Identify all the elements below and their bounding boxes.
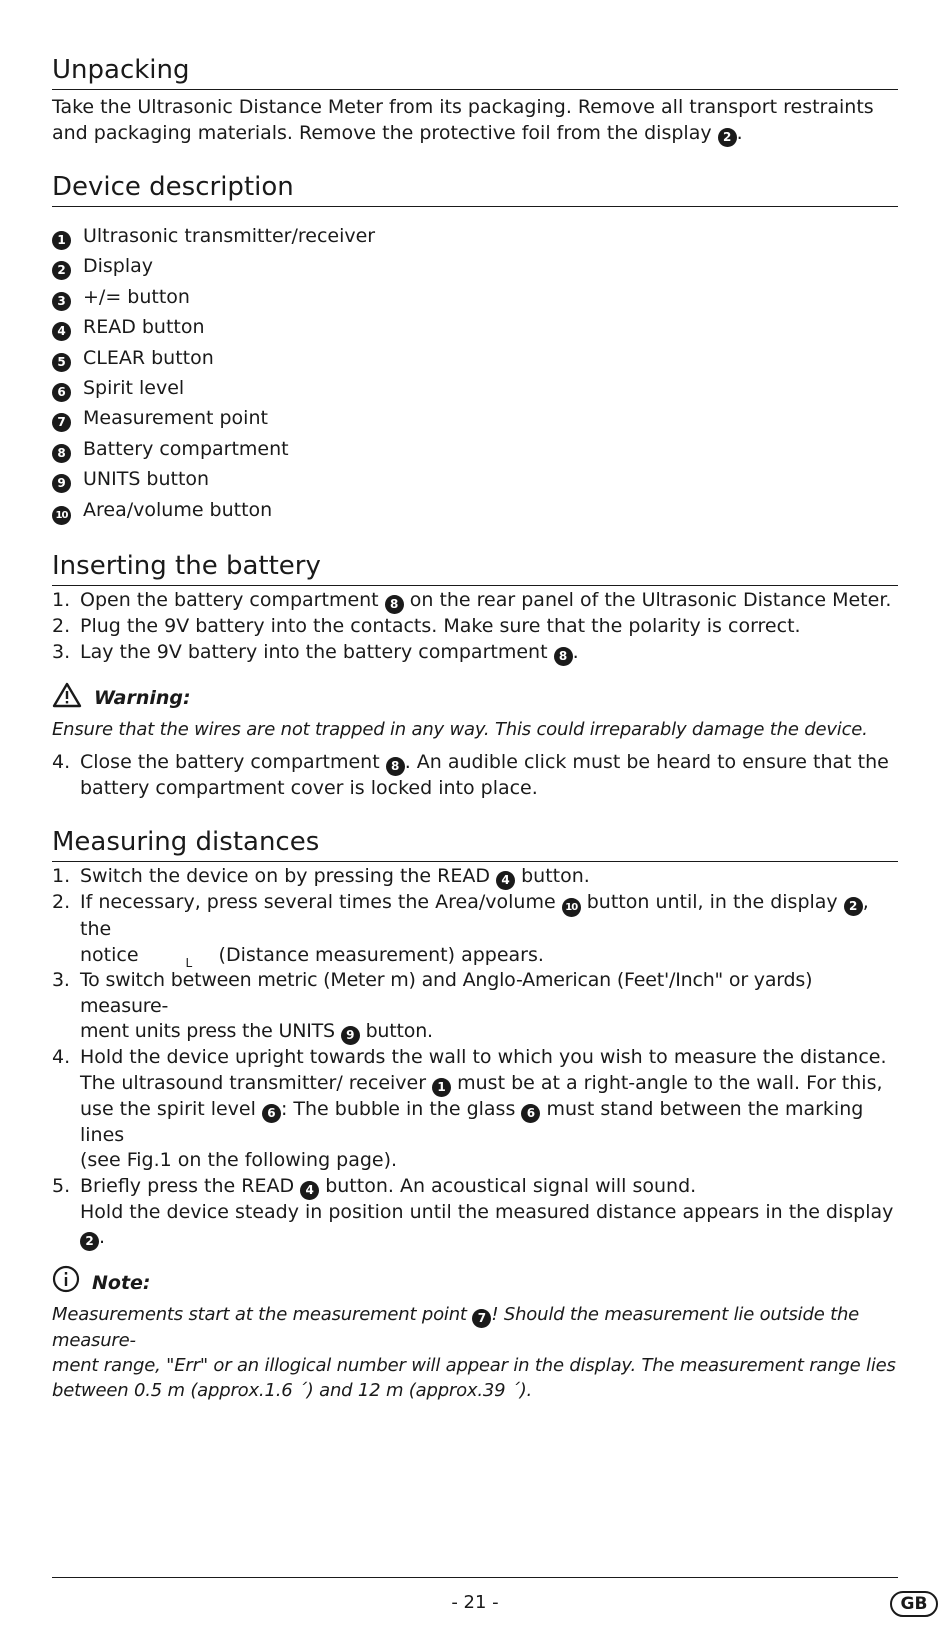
section-inserting-battery xyxy=(52,550,898,801)
ref-badge: 2 xyxy=(80,1232,99,1251)
item-number-badge: 10 xyxy=(52,506,71,525)
item-number-badge: 9 xyxy=(52,474,71,493)
language-badge: GB xyxy=(890,1591,938,1617)
list-item: 9 UNITS button xyxy=(52,464,898,494)
section-measuring-distances xyxy=(52,826,898,1403)
heading-unpacking: Unpacking xyxy=(52,54,898,90)
step-4: 4. Hold the device upright towards the wall to which you wish to measure the distance. The ultrasound transmitter/ receiver 1 must be at a right-angle to the wall. For this, use the spirit level 6 : The bubble in the glass 6 must stand between the marking lines (see Fig.1 on the following page). xyxy=(52,1046,887,1171)
step-1: 1. Switch the device on by pressing the READ 4 button. xyxy=(52,864,898,890)
item-number-badge: 4 xyxy=(52,322,71,341)
warning-title: Warning: xyxy=(94,686,191,709)
warning-triangle-icon xyxy=(52,682,82,717)
ref-badge: 7 xyxy=(472,1309,491,1328)
heading-device-description: Device description xyxy=(52,171,898,207)
warning-text: Ensure that the wires are not trapped in any way. This could irreparably damage the device. xyxy=(52,718,868,740)
list-item: 2 Display xyxy=(52,251,898,281)
battery-steps xyxy=(52,588,898,666)
ref-badge: 8 xyxy=(386,757,405,776)
step-2: 2. If necessary, press several times the Area/volume 10 button until, in the display 2 , the notice L (Distance measurement) appears. xyxy=(52,890,898,968)
ref-badge: 9 xyxy=(341,1026,360,1045)
unpacking-text: Take the Ultrasonic Distance Meter from its packaging. Remove all transport restraints and packaging materials. Remove the protective foil from the display 2 . xyxy=(52,94,898,147)
step-1: 1. Open the battery compartment 8 on the rear panel of the Ultrasonic Distance Meter. xyxy=(52,588,898,614)
heading-inserting-battery: Inserting the battery xyxy=(52,550,898,586)
heading-measuring-distances: Measuring distances xyxy=(52,826,898,862)
list-item: 8 Battery compartment xyxy=(52,434,898,464)
note-title: Note: xyxy=(92,1272,151,1294)
step-3: 3. Lay the 9V battery into the battery compartment 8 . xyxy=(52,640,898,666)
list-item: 6 Spirit level xyxy=(52,373,898,403)
battery-steps-continued xyxy=(52,750,898,802)
item-number-badge: 6 xyxy=(52,383,71,402)
item-number-badge: 1 xyxy=(52,231,71,250)
step-5: 5. Briefly press the READ 4 button. An acoustical signal will sound. Hold the device steady in position until the measured distance appears in the display 2 . xyxy=(52,1174,898,1252)
ref-badge: 2 xyxy=(718,128,737,147)
warning-callout xyxy=(52,682,898,742)
ref-badge: 1 xyxy=(432,1078,451,1097)
item-number-badge: 2 xyxy=(52,261,71,280)
item-number-badge: 5 xyxy=(52,353,71,372)
item-number-badge: 7 xyxy=(52,413,71,432)
list-item: 1 Ultrasonic transmitter/receiver xyxy=(52,221,898,251)
section-unpacking xyxy=(52,54,898,147)
step-2: 2. Plug the 9V battery into the contacts. Make sure that the polarity is correct. xyxy=(52,615,801,637)
note-callout xyxy=(52,1265,898,1403)
display-glyph: L xyxy=(185,955,193,970)
step-3: 3. To switch between metric (Meter m) and Anglo-American (Feet'/Inch" or yards) measure- ment units press the UNITS 9 button. xyxy=(52,968,898,1045)
list-item: 7 Measurement point xyxy=(52,403,898,433)
footer-divider xyxy=(52,1577,898,1578)
info-icon xyxy=(52,1265,80,1302)
step-4: 4. Close the battery compartment 8 . An audible click must be heard to ensure that the battery compartment cover is locked into place. xyxy=(52,750,889,799)
note-text: Measurements start at the measurement point 7 ! Should the measurement lie outside the measure- ment range, "Err" or an illogical number will appear in the display. The measurement range lies between 0.5 m (approx.1.6 ´) and 12 m (approx.39 ´). xyxy=(52,1304,896,1401)
list-item: 5 CLEAR button xyxy=(52,343,898,373)
ref-badge: 6 xyxy=(521,1104,540,1123)
section-device-description xyxy=(52,171,898,525)
page-number: - 21 - xyxy=(451,1592,499,1613)
item-number-badge: 3 xyxy=(52,292,71,311)
list-item: 10 Area/volume button xyxy=(52,495,898,525)
ref-badge: 8 xyxy=(385,595,404,614)
ref-badge: 6 xyxy=(262,1104,281,1123)
ref-badge: 2 xyxy=(844,897,863,916)
list-item: 3 +/= button xyxy=(52,282,898,312)
ref-badge: 8 xyxy=(554,647,573,666)
item-number-badge: 8 xyxy=(52,444,71,463)
device-parts-list xyxy=(52,221,898,525)
ref-badge: 4 xyxy=(300,1181,319,1200)
measure-steps xyxy=(52,864,898,1251)
ref-badge: 10 xyxy=(562,898,581,917)
list-item: 4 READ button xyxy=(52,312,898,342)
ref-badge: 4 xyxy=(496,871,515,890)
